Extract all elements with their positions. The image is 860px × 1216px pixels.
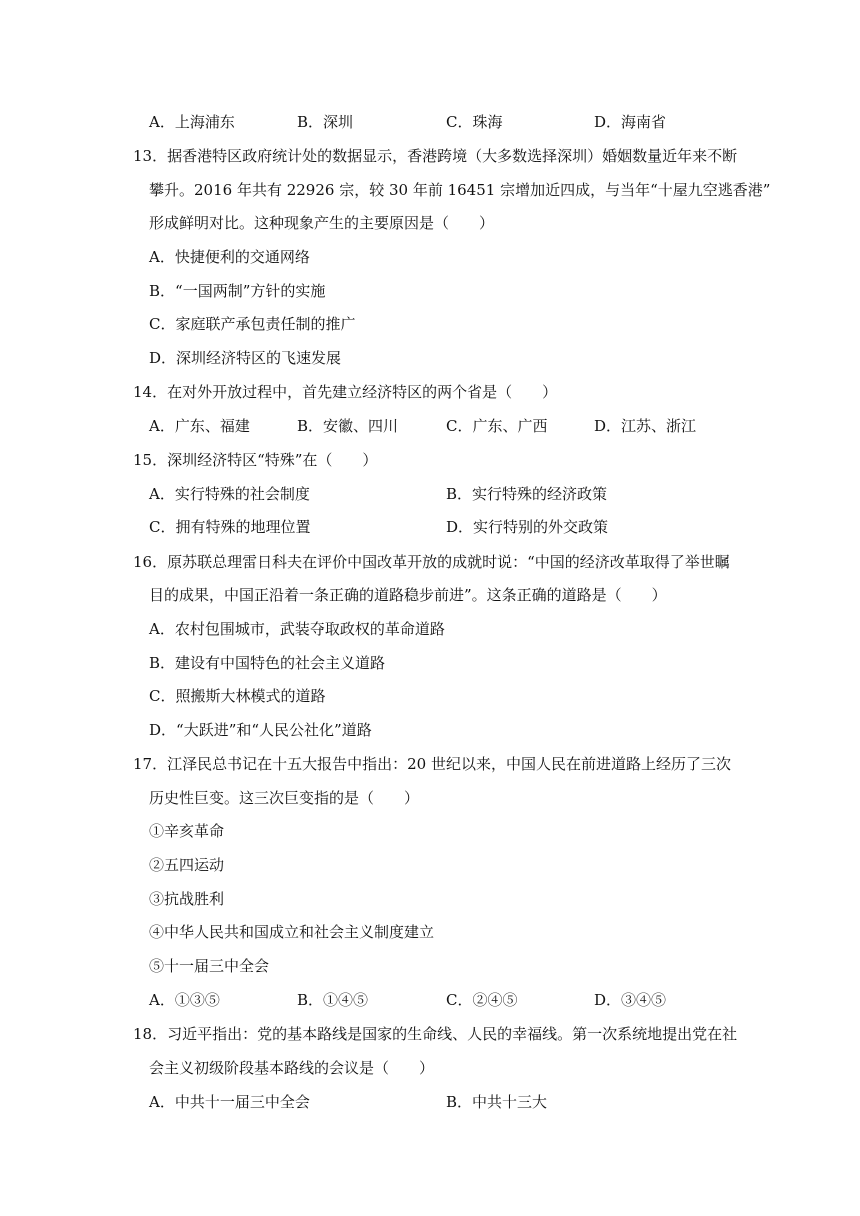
- q16-option-b: B．建设有中国特色的社会主义道路: [149, 654, 386, 672]
- q17-option-d: D．③④⑤: [594, 991, 667, 1009]
- q12-option-c: C．珠海: [446, 113, 503, 131]
- q17-stem-line-1: 17．江泽民总书记在十五大报告中指出：20 世纪以来，中国人民在前进道路上经历了三次: [133, 755, 731, 773]
- q17-option-b: B．①④⑤: [297, 991, 369, 1009]
- q12-option-b: B．深圳: [297, 113, 354, 131]
- q14-option-b: B．安徽、四川: [297, 417, 399, 435]
- q16-stem-line-2: 目的成果，中国正沿着一条正确的道路稳步前进”。这条正确的道路是（ ）: [149, 586, 667, 604]
- q13-stem-line-1: 13．据香港特区政府统计处的数据显示，香港跨境（大多数选择深圳）婚姻数量近年来不断: [133, 147, 738, 165]
- q14-stem: 14．在对外开放过程中，首先建立经济特区的两个省是（ ）: [133, 383, 558, 401]
- q13-option-b: B．“一国两制”方针的实施: [149, 282, 326, 300]
- q15-option-c: C．拥有特殊的地理位置: [149, 518, 311, 536]
- q17-item-2: ②五四运动: [149, 856, 225, 874]
- q15-option-d: D．实行特别的外交政策: [446, 518, 609, 536]
- q16-option-c: C．照搬斯大林模式的道路: [149, 687, 326, 705]
- q18-option-b: B．中共十三大: [446, 1093, 548, 1111]
- q13-option-d: D．深圳经济特区的飞速发展: [149, 349, 342, 367]
- q17-stem-line-2: 历史性巨变。这三次巨变指的是（ ）: [149, 789, 420, 807]
- q18-stem-line-2: 会主义初级阶段基本路线的会议是（ ）: [149, 1059, 435, 1077]
- q17-item-3: ③抗战胜利: [149, 890, 225, 908]
- q16-stem-line-1: 16．原苏联总理雷日科夫在评价中国改革开放的成就时说：“中国的经济改革取得了举世瞩: [133, 553, 730, 571]
- q18-stem-line-1: 18．习近平指出：党的基本路线是国家的生命线、人民的幸福线。第一次系统地提出党在社: [133, 1025, 738, 1043]
- q13-stem-line-3: 形成鲜明对比。这种现象产生的主要原因是（ ）: [149, 214, 495, 232]
- q13-option-a: A．快捷便利的交通网络: [149, 248, 310, 266]
- q15-option-a: A．实行特殊的社会制度: [149, 485, 310, 503]
- q12-option-a: A．上海浦东: [149, 113, 235, 131]
- q14-option-a: A．广东、福建: [149, 417, 250, 435]
- q17-option-a: A．①③⑤: [149, 991, 220, 1009]
- q12-option-d: D．海南省: [594, 113, 667, 131]
- q15-option-b: B．实行特殊的经济政策: [446, 485, 608, 503]
- q16-option-a: A．农村包围城市，武装夺取政权的革命道路: [149, 620, 445, 638]
- q14-option-c: C．广东、广西: [446, 417, 548, 435]
- q15-stem: 15．深圳经济特区“特殊”在（ ）: [133, 451, 378, 469]
- q14-option-d: D．江苏、浙江: [594, 417, 697, 435]
- q17-item-4: ④中华人民共和国成立和社会主义制度建立: [149, 923, 435, 941]
- q17-item-1: ①辛亥革命: [149, 822, 225, 840]
- q17-option-c: C．②④⑤: [446, 991, 518, 1009]
- q16-option-d: D．“大跃进”和“人民公社化”道路: [149, 721, 372, 739]
- q13-option-c: C．家庭联产承包责任制的推广: [149, 315, 356, 333]
- q17-item-5: ⑤十一届三中全会: [149, 957, 270, 975]
- q18-option-a: A．中共十一届三中全会: [149, 1093, 310, 1111]
- q13-stem-line-2: 攀升。2016 年共有 22926 宗，较 30 年前 16451 宗增加近四成，与当年“十屋九空逃香港”: [149, 181, 771, 199]
